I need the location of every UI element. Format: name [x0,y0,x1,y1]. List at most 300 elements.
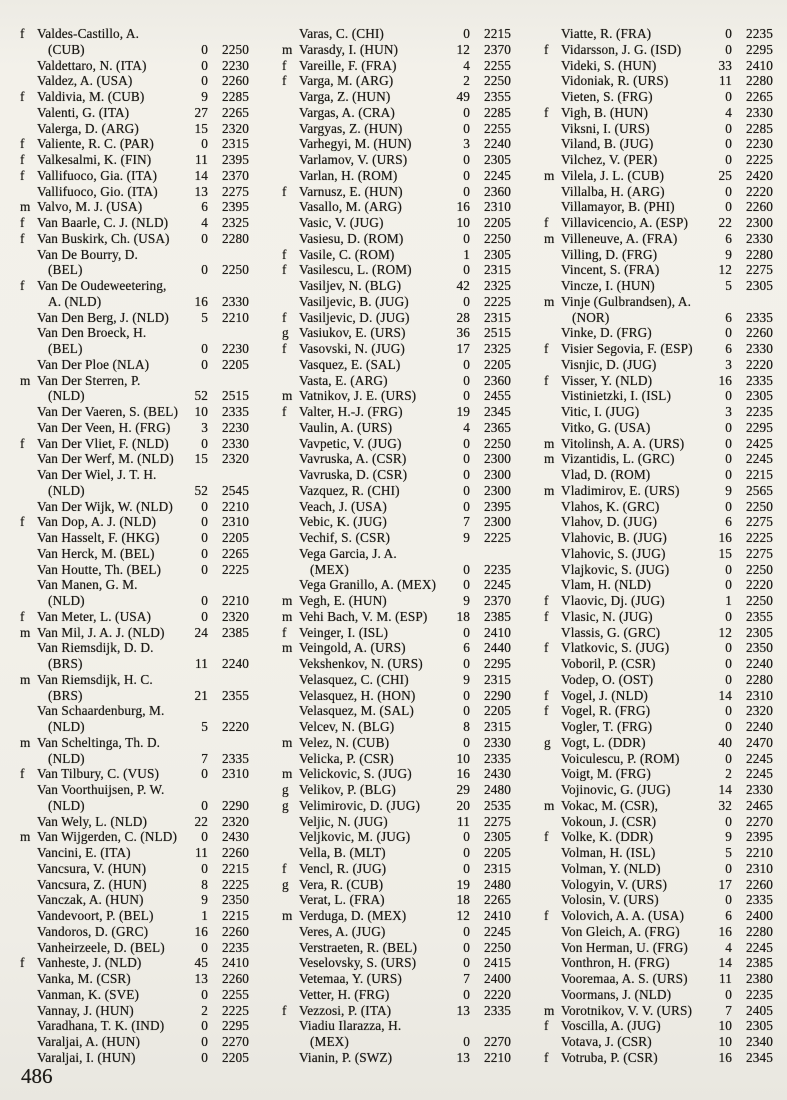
games-count: 9 [725,246,732,262]
list-item [282,357,511,373]
player-name: Valvo, M. J. (USA) [37,199,143,215]
player-name: Valdivia, M. (CUB) [37,89,145,104]
list-item [544,499,773,515]
list-item [544,672,773,688]
rating-value: 2315 [484,262,511,278]
list-item [544,294,773,310]
player-name: Velez, N. (CUB) [299,734,390,750]
player-title: f [20,152,25,167]
list-item [282,373,511,389]
rating-value: 2310 [746,687,773,703]
rating-value: 2285 [746,120,773,136]
rating-value: 2205 [222,1049,249,1065]
player-name: Vinje (Gulbrandsen), A. [561,293,692,309]
player-name: Vitic, I. (JUG) [561,404,640,419]
player-name: Votava, J. (CSR) [561,1034,652,1049]
player-name: Vega Garcia, J. A. [299,545,397,561]
player-name: Vancsura, V. (HUN) [37,860,147,876]
page-number: 486 [21,1064,53,1088]
rating-value: 2275 [222,183,249,199]
list-item [282,766,511,782]
rating-value: 2210 [222,309,249,325]
rating-value: 2515 [222,388,249,404]
games-count: 0 [463,293,470,309]
list-item [282,892,511,908]
rating-value: 2395 [484,498,511,514]
player-name: Vlaovic, Dj. (JUG) [561,593,665,608]
list-item [544,325,773,341]
list-item [20,814,249,830]
list-item [20,656,249,672]
player-name: Van Meter, L. (USA) [37,608,151,624]
list-item [20,908,249,924]
list-item [282,751,511,767]
player-name: Varadhana, T. K. (IND) [37,1018,165,1034]
list-item [20,262,249,278]
list-item [282,1018,511,1034]
list-item [20,877,249,893]
list-item [282,940,511,956]
rating-value: 2330 [222,435,249,451]
list-item [282,105,511,121]
list-item [20,247,249,263]
rating-value: 2315 [484,860,511,876]
player-title: m [282,608,293,624]
list-item [544,121,773,137]
player-name: Vandoros, D. (GRC) [37,923,149,939]
rating-value: 2225 [222,561,249,577]
games-count: 13 [456,1049,470,1065]
list-item [282,877,511,893]
rating-value: 2400 [746,908,773,923]
rating-value: 2215 [222,908,249,923]
games-count: 7 [463,514,470,530]
list-item [20,73,249,89]
list-item [544,829,773,845]
list-item [20,593,249,609]
list-item [20,782,249,798]
player-title: f [20,766,25,782]
games-count: 0 [725,671,732,687]
player-name: Voboril, P. (CSR) [561,656,656,671]
list-item [282,924,511,940]
games-count: 52 [194,388,208,404]
list-item [544,341,773,357]
player-name: Visier Segovia, F. (ESP) [561,341,693,356]
games-count: 20 [456,797,470,813]
games-count: 0 [201,797,208,813]
player-title: m [544,482,555,498]
list-item [282,1003,511,1019]
player-name: Villamayor, B. (PHI) [561,199,675,215]
player-name: Veres, A. (JUG) [299,923,386,939]
list-item [544,357,773,373]
rating-value: 2300 [746,215,773,230]
list-item [282,987,511,1003]
rating-value: 2310 [222,514,249,530]
player-name: Veach, J. (USA) [299,498,387,514]
player-name: Vezzosi, P. (ITA) [299,1002,392,1018]
player-name: Vlassis, G. (GRC) [561,624,661,640]
list-item [282,782,511,798]
player-name: Valter, H.-J. (FRG) [299,404,403,419]
rating-value: 2230 [222,57,249,73]
player-name: Vavpetic, V. (JUG) [299,435,402,451]
games-count: 14 [718,687,732,703]
player-name: Vinke, D. (FRG) [561,325,652,341]
games-count: 0 [725,136,732,152]
list-item [544,1050,773,1066]
list-item [282,467,511,483]
games-count: 0 [725,703,732,719]
list-item [20,766,249,782]
games-count: 0 [463,120,470,136]
rating-value: 2305 [746,388,773,404]
games-count: 10 [718,1034,732,1049]
list-item [544,105,773,121]
player-title: m [544,797,555,813]
rating-value: 2430 [222,829,249,845]
player-name: (MEX) [310,1034,349,1049]
games-count: 16 [718,1049,732,1065]
games-count: 0 [725,813,732,829]
list-item [544,814,773,830]
games-count: 0 [463,167,470,183]
games-count: 0 [725,986,732,1002]
games-count: 9 [725,482,732,498]
games-count: 17 [456,341,470,356]
player-name: Vargyas, Z. (HUN) [299,120,403,136]
games-count: 0 [201,262,208,278]
list-item [20,152,249,168]
rating-value: 2260 [746,325,773,341]
player-name: Vavruska, A. (CSR) [299,451,407,467]
list-item [20,420,249,436]
player-title: f [544,372,549,388]
player-name: Valenti, G. (ITA) [37,104,130,120]
player-name: Vasovski, N. (JUG) [299,341,405,356]
player-name: Vonthron, H. (FRG) [561,955,670,971]
games-count: 15 [718,545,732,561]
games-count: 0 [463,104,470,120]
list-item [544,940,773,956]
list-item [282,136,511,152]
player-title: m [282,908,293,923]
player-name: Varlan, H. (ROM) [299,167,398,183]
list-item [282,546,511,562]
list-item [20,546,249,562]
list-item [20,940,249,956]
list-item [544,184,773,200]
rating-value: 2360 [484,372,511,388]
rating-value: 2275 [746,514,773,530]
rating-value: 2320 [222,608,249,624]
player-title: f [282,404,287,419]
games-count: 0 [201,230,208,246]
list-item [544,656,773,672]
games-count: 0 [201,514,208,530]
player-name: Volman, Y. (NLD) [561,860,661,876]
rating-value: 2315 [484,309,511,325]
games-count: 0 [201,829,208,845]
rating-value: 2335 [484,750,511,766]
rating-value: 2245 [484,577,511,593]
list-item [544,640,773,656]
list-item [20,436,249,452]
rating-value: 2385 [484,608,511,624]
games-count: 0 [725,498,732,514]
player-name: Velicka, P. (CSR) [299,750,394,766]
games-count: 14 [718,955,732,971]
games-count: 0 [463,388,470,404]
player-name: Van Den Broeck, H. [37,325,147,341]
list-item [544,136,773,152]
games-count: 0 [725,860,732,876]
player-name: Volman, H. (ISL) [561,845,656,860]
player-name: Vazquez, R. (CHI) [299,482,400,498]
games-count: 0 [201,766,208,782]
list-item [20,861,249,877]
list-item [20,58,249,74]
rating-value: 2320 [222,813,249,829]
rating-value: 2225 [222,1002,249,1018]
games-count: 4 [463,419,470,435]
games-count: 0 [725,199,732,215]
games-count: 5 [201,719,208,734]
games-count: 19 [456,876,470,892]
player-name: Van Tilbury, C. (VUS) [37,766,160,782]
list-item [20,89,249,105]
list-item [20,577,249,593]
player-name: (BEL) [48,341,83,356]
list-item [282,404,511,420]
list-item [282,845,511,861]
rating-value: 2300 [484,451,511,467]
player-title: f [282,624,287,640]
games-count: 11 [718,971,732,986]
list-item [282,625,511,641]
rating-list-column-3 [544,26,773,1066]
list-item [20,640,249,656]
games-count: 0 [201,986,208,1002]
player-name: Villing, D. (FRG) [561,246,658,262]
list-item [20,231,249,247]
games-count: 21 [194,687,208,703]
player-name: Vella, B. (MLT) [299,845,386,860]
games-count: 13 [194,971,208,986]
player-title: m [20,734,31,750]
rating-value: 2310 [746,860,773,876]
games-count: 9 [725,829,732,845]
games-count: 6 [201,199,208,215]
player-title: f [544,608,549,624]
player-name: Vizantidis, L. (GRC) [561,451,675,467]
list-item [282,562,511,578]
games-count: 11 [456,813,470,829]
player-name: Vehi Bach, V. M. (ESP) [299,608,428,624]
list-item [544,609,773,625]
player-name: Viatte, R. (FRA) [561,26,652,41]
player-name: Veingold, A. (URS) [299,640,406,656]
player-name: Van De Oudeweetering, [37,278,167,293]
rating-value: 2470 [746,734,773,750]
list-item [544,782,773,798]
rating-value: 2225 [484,293,511,309]
list-item [282,530,511,546]
rating-value: 2405 [746,1002,773,1018]
list-item [544,231,773,247]
games-count: 0 [463,1034,470,1049]
rating-value: 2400 [484,971,511,986]
list-item [544,577,773,593]
rating-value: 2220 [222,719,249,734]
player-name: Van Der Wiel, J. T. H. [37,467,157,482]
player-title: f [544,593,549,608]
list-item [282,168,511,184]
rating-value: 2330 [484,734,511,750]
player-name: Valdettaro, N. (ITA) [37,57,147,73]
games-count: 0 [201,356,208,372]
list-item [20,955,249,971]
list-item [20,105,249,121]
rating-value: 2260 [222,845,249,860]
rating-value: 2325 [484,341,511,356]
games-count: 6 [463,640,470,656]
player-title: f [20,89,25,104]
rating-value: 2250 [746,561,773,577]
rating-value: 2410 [222,955,249,971]
player-name: (NLD) [48,719,85,734]
list-item [544,955,773,971]
list-item [20,845,249,861]
player-name: Velimirovic, D. (JUG) [299,797,421,813]
games-count: 0 [725,892,732,908]
games-count: 9 [463,593,470,608]
games-count: 6 [725,514,732,530]
games-count: 0 [463,955,470,971]
games-count: 3 [463,136,470,152]
rating-value: 2310 [484,199,511,215]
rating-value: 2330 [746,230,773,246]
list-item [282,388,511,404]
list-item [282,656,511,672]
player-name: Villavicencio, A. (ESP) [561,215,689,230]
player-name: Von Herman, U. (FRG) [561,939,688,955]
player-title: f [544,687,549,703]
rating-value: 2250 [484,230,511,246]
games-count: 12 [718,624,732,640]
rating-value: 2305 [484,152,511,167]
list-item [282,735,511,751]
games-count: 0 [725,325,732,341]
rating-value: 2355 [222,687,249,703]
rating-value: 2305 [484,246,511,262]
games-count: 4 [725,104,732,120]
rating-value: 2295 [746,419,773,435]
player-name: Varlamov, V. (URS) [299,152,408,167]
games-count: 6 [725,309,732,325]
player-name: Videki, S. (HUN) [561,57,657,73]
rating-value: 2250 [484,939,511,955]
player-name: Varas, C. (CHI) [299,26,384,41]
list-item [544,1018,773,1034]
games-count: 1 [201,908,208,923]
games-count: 0 [725,577,732,593]
rating-value: 2255 [484,120,511,136]
player-name: A. (NLD) [48,293,102,309]
player-name: Van Der Ploe (NLA) [37,356,150,372]
player-name: Vavruska, D. (CSR) [299,467,408,482]
rating-value: 2305 [484,829,511,845]
games-count: 33 [718,57,732,73]
rating-value: 2335 [746,892,773,908]
list-item [282,814,511,830]
games-count: 16 [456,199,470,215]
list-item [20,136,249,152]
rating-value: 2250 [222,41,249,57]
rating-value: 2310 [222,766,249,782]
list-item [282,451,511,467]
games-count: 1 [463,246,470,262]
player-name: Vilchez, V. (PER) [561,152,658,167]
player-title: f [282,1002,287,1018]
list-item [544,688,773,704]
list-item [282,436,511,452]
player-name: Vandevoort, P. (BEL) [37,908,154,923]
rating-value: 2320 [746,703,773,719]
list-item [544,514,773,530]
player-title: f [20,230,25,246]
games-count: 12 [456,41,470,57]
player-name: Visnjic, D. (JUG) [561,356,657,372]
rating-value: 2320 [222,451,249,467]
rating-value: 2415 [484,955,511,971]
player-name: Veljic, N. (JUG) [299,813,388,829]
games-count: 3 [201,419,208,435]
player-name: Van Schaardenburg, M. [37,703,165,719]
games-count: 0 [201,939,208,955]
player-name: Vareille, F. (FRA) [299,57,397,73]
player-name: Velasquez, M. (SAL) [299,703,414,719]
games-count: 10 [456,215,470,230]
games-count: 25 [718,167,732,183]
list-item [20,987,249,1003]
player-name: Vasta, E. (ARG) [299,372,388,388]
list-item [544,262,773,278]
games-count: 0 [725,26,732,41]
games-count: 7 [463,971,470,986]
rating-value: 2410 [484,908,511,923]
list-item [20,483,249,499]
games-count: 14 [718,782,732,797]
list-item [544,719,773,735]
games-count: 12 [456,908,470,923]
list-item [544,42,773,58]
games-count: 0 [201,41,208,57]
player-title: g [544,734,551,750]
rating-value: 2250 [222,262,249,278]
games-count: 0 [725,89,732,104]
rating-value: 2355 [746,608,773,624]
list-item [544,483,773,499]
rating-value: 2220 [746,183,773,199]
player-name: Vologyin, V. (URS) [561,876,667,892]
list-item [282,971,511,987]
player-name: Volosin, V. (URS) [561,892,659,908]
rating-value: 2350 [746,640,773,656]
list-item [20,892,249,908]
player-title: m [20,829,31,845]
